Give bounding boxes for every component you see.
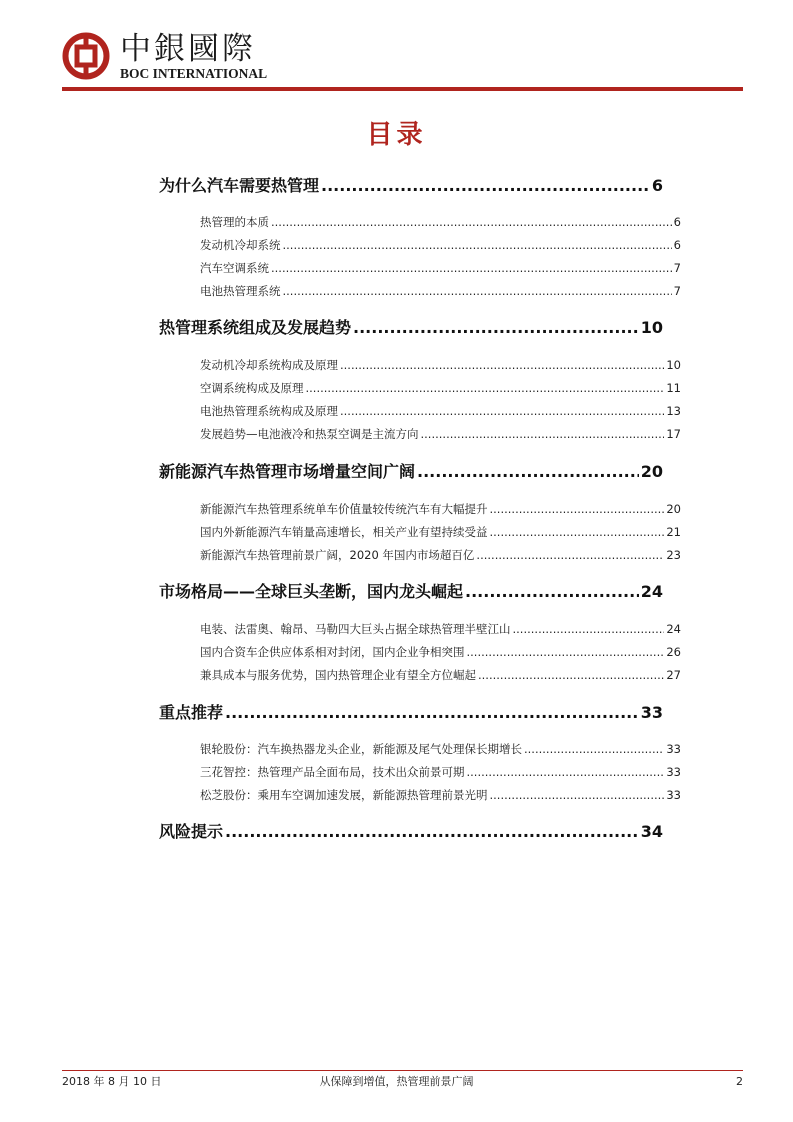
toc-entry[interactable] xyxy=(200,524,681,540)
toc-section-label: 热管理系统组成及发展趋势 xyxy=(159,318,352,337)
toc-section-label: 风险提示 xyxy=(159,822,224,841)
toc-section-page: 33 xyxy=(640,703,663,722)
dot-leader xyxy=(306,380,665,396)
dot-leader xyxy=(421,426,665,442)
dot-leader xyxy=(467,764,665,780)
dot-leader xyxy=(490,787,665,803)
toc-entry[interactable] xyxy=(200,214,681,230)
footer-divider xyxy=(62,1070,743,1071)
dot-leader xyxy=(524,741,664,757)
dot-leader xyxy=(225,822,639,842)
toc-entry-page: 33 xyxy=(666,742,681,756)
toc-entry[interactable] xyxy=(200,547,681,563)
dot-leader xyxy=(467,644,665,660)
toc-entry-page: 20 xyxy=(666,502,681,516)
toc-entry-label: 新能源汽车热管理系统单车价值量较传统汽车有大幅提升 xyxy=(200,502,488,516)
toc-section[interactable] xyxy=(159,703,663,723)
dot-leader xyxy=(271,260,672,276)
footer-date: 2018 年 8 月 10 日 xyxy=(62,1075,162,1088)
dot-leader xyxy=(478,667,664,683)
toc-section-page: 34 xyxy=(640,822,663,841)
dot-leader xyxy=(490,524,665,540)
toc-entry[interactable] xyxy=(200,403,681,419)
dot-leader xyxy=(271,214,672,230)
toc-entry-page: 33 xyxy=(666,765,681,779)
footer-page-number: 2 xyxy=(736,1075,743,1088)
toc-entry-page: 6 xyxy=(673,215,681,229)
toc-entry-page: 21 xyxy=(666,525,681,539)
toc-entry[interactable] xyxy=(200,237,681,253)
logo-english-name: BOC INTERNATIONAL xyxy=(120,66,268,81)
toc-section-page: 10 xyxy=(640,318,663,337)
toc-section[interactable] xyxy=(159,822,663,842)
toc-section-label: 新能源汽车热管理市场增量空间广阔 xyxy=(159,462,416,481)
dot-leader xyxy=(340,357,664,373)
toc-entry-page: 13 xyxy=(666,404,681,418)
toc-entry-label: 发动机冷却系统 xyxy=(200,238,281,252)
toc-entry[interactable] xyxy=(200,621,681,637)
dot-leader xyxy=(283,237,672,253)
dot-leader xyxy=(465,582,639,602)
toc-section[interactable] xyxy=(159,318,663,338)
toc-section-label: 为什么汽车需要热管理 xyxy=(159,176,320,195)
footer-report-title: 从保障到增值，热管理前景广阔 xyxy=(319,1075,474,1088)
dot-leader xyxy=(283,283,672,299)
toc-entry[interactable] xyxy=(200,283,681,299)
dot-leader xyxy=(476,547,664,563)
toc-entry[interactable] xyxy=(200,357,681,373)
toc-entry-page: 23 xyxy=(666,548,681,562)
toc-entry-label: 电池热管理系统构成及原理 xyxy=(200,404,338,418)
dot-leader xyxy=(225,703,639,723)
toc-entry-page: 7 xyxy=(673,261,681,275)
toc-entry-page: 7 xyxy=(673,284,681,298)
toc-entry-page: 11 xyxy=(666,381,681,395)
dot-leader xyxy=(513,621,665,637)
toc-entry[interactable] xyxy=(200,741,681,757)
dot-leader xyxy=(490,501,665,517)
toc-entry[interactable] xyxy=(200,380,681,396)
toc-section-page: 20 xyxy=(640,462,663,481)
toc-entry[interactable] xyxy=(200,764,681,780)
header-divider xyxy=(62,87,743,91)
boc-logo-icon xyxy=(62,32,110,80)
toc-entry-page: 27 xyxy=(666,668,681,682)
toc-entry-label: 新能源汽车热管理前景广阔，2020 年国内市场超百亿 xyxy=(200,548,475,562)
toc-entry-page: 10 xyxy=(666,358,681,372)
toc-entry[interactable] xyxy=(200,426,681,442)
dot-leader xyxy=(340,403,664,419)
toc-entry-label: 发展趋势—电池液冷和热泵空调是主流方向 xyxy=(200,427,419,441)
toc-entry-label: 三花智控：热管理产品全面布局，技术出众前景可期 xyxy=(200,765,465,779)
toc-entry[interactable] xyxy=(200,644,681,660)
toc-entry[interactable] xyxy=(200,501,681,517)
dot-leader xyxy=(321,176,650,196)
toc-title: 目录 xyxy=(366,120,427,150)
toc-entry-page: 6 xyxy=(673,238,681,252)
toc-entry-page: 33 xyxy=(666,788,681,802)
toc-entry-page: 26 xyxy=(666,645,681,659)
toc-entry-label: 国内合资车企供应体系相对封闭，国内企业争相突围 xyxy=(200,645,465,659)
toc-entry-label: 热管理的本质 xyxy=(200,215,269,229)
toc-section-label: 市场格局——全球巨头垄断，国内龙头崛起 xyxy=(159,582,464,601)
toc-entry-label: 银轮股份：汽车换热器龙头企业，新能源及尾气处理保长期增长 xyxy=(200,742,522,756)
toc-section-page: 24 xyxy=(640,582,663,601)
toc-entry-label: 空调系统构成及原理 xyxy=(200,381,304,395)
toc-entry-label: 发动机冷却系统构成及原理 xyxy=(200,358,338,372)
toc-entry[interactable] xyxy=(200,787,681,803)
toc-entry-label: 电装、法雷奥、翰昂、马勒四大巨头占据全球热管理半壁江山 xyxy=(200,622,511,636)
toc-section[interactable] xyxy=(159,176,663,196)
toc-entry[interactable] xyxy=(200,667,681,683)
toc-section[interactable] xyxy=(159,462,663,482)
logo-chinese-name: 中銀國際 xyxy=(120,31,256,67)
toc-entry-label: 电池热管理系统 xyxy=(200,284,281,298)
toc-entry-label: 汽车空调系统 xyxy=(200,261,269,275)
dot-leader xyxy=(417,462,639,482)
toc-section[interactable] xyxy=(159,582,663,602)
toc-section-label: 重点推荐 xyxy=(159,703,224,722)
company-logo xyxy=(62,32,302,82)
toc-section-page: 6 xyxy=(651,176,663,195)
toc-entry[interactable] xyxy=(200,260,681,276)
toc-entry-label: 松芝股份：乘用车空调加速发展，新能源热管理前景光明 xyxy=(200,788,488,802)
toc-entry-label: 兼具成本与服务优势，国内热管理企业有望全方位崛起 xyxy=(200,668,476,682)
toc-entry-page: 24 xyxy=(666,622,681,636)
toc-entry-page: 17 xyxy=(666,427,681,441)
toc-entry-label: 国内外新能源汽车销量高速增长，相关产业有望持续受益 xyxy=(200,525,488,539)
dot-leader xyxy=(353,318,639,338)
